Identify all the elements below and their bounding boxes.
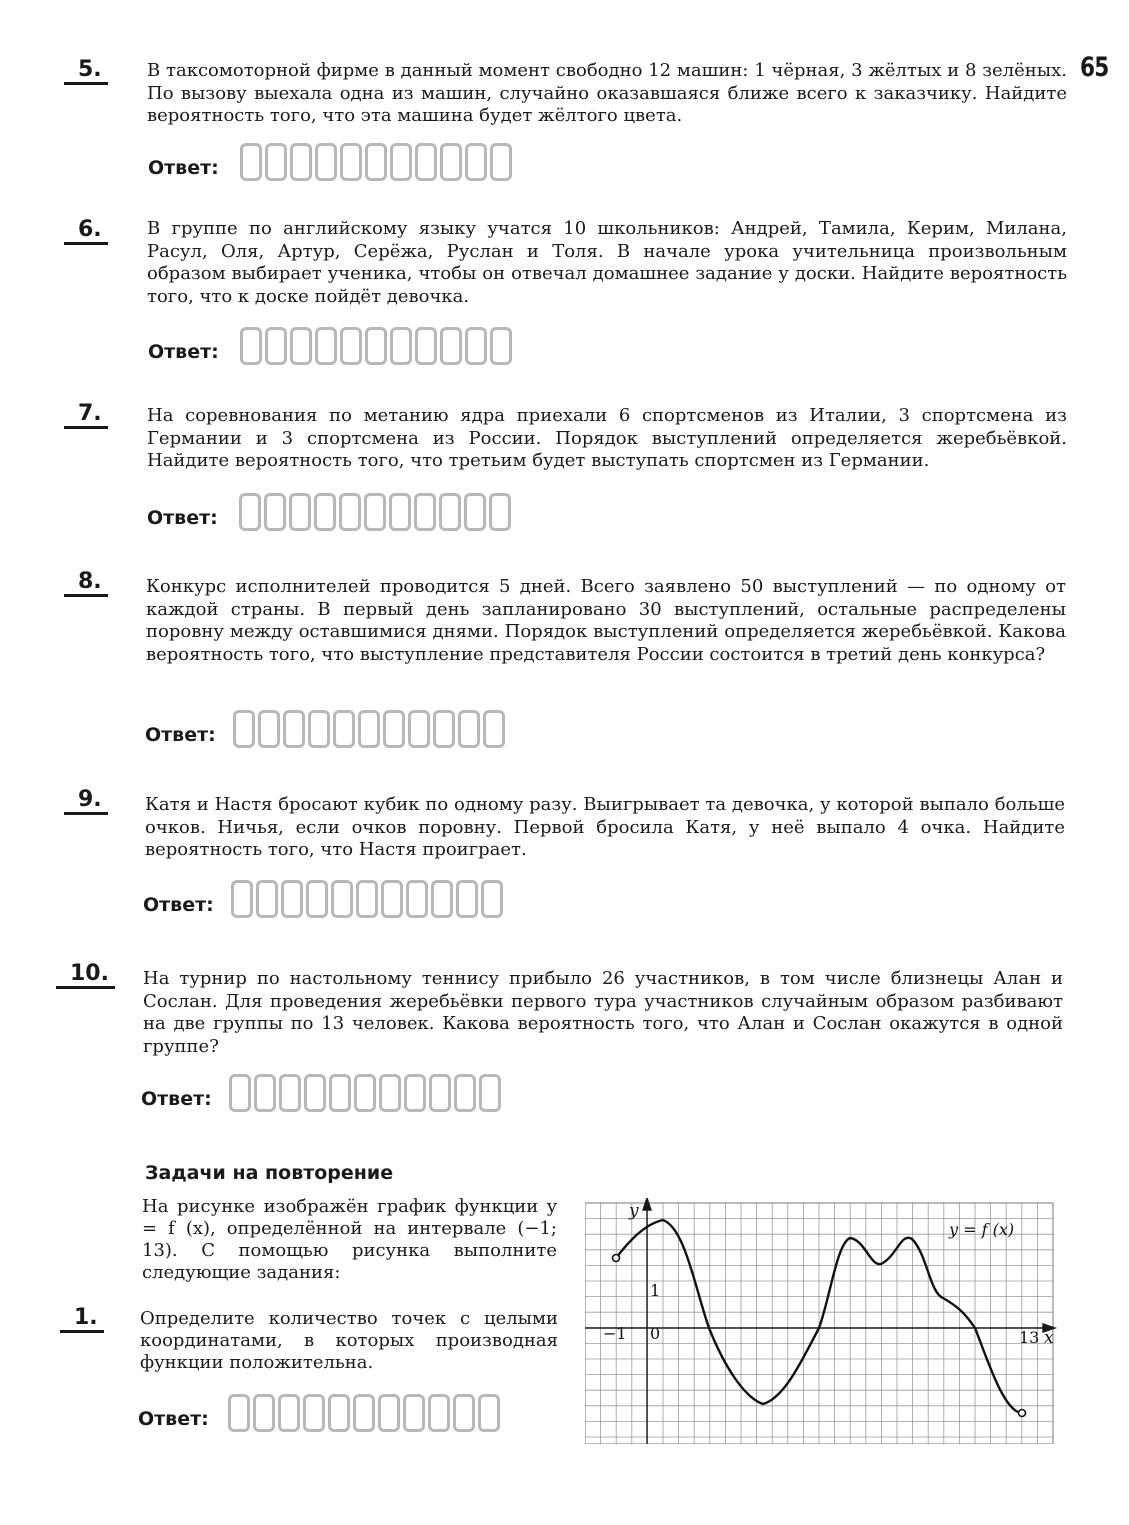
answer-cells[interactable] — [229, 1074, 504, 1112]
task-text: Катя и Настя бросают кубик по одному разу. Выигрывает та девочка, у которой выпало больше очков. Ничья, если очков поровну. Первой бросила Катя, у неё выпало 4 очка. Найдите вероятность того, что Настя проиграет. — [145, 794, 1065, 860]
answer-box[interactable] — [138, 1394, 508, 1436]
function-graph — [585, 1198, 1060, 1444]
answer-label: Ответ: — [148, 341, 219, 363]
y-tick-1: 1 — [650, 1281, 661, 1300]
origin-label: 0 — [650, 1324, 661, 1343]
task-number: 10. — [56, 962, 115, 989]
task-number: 6. — [64, 218, 108, 245]
x-tick-minus1: −1 — [603, 1324, 627, 1343]
open-endpoint-right — [1019, 1410, 1026, 1417]
task-number: 1. — [60, 1306, 104, 1333]
task-text: На соревнования по метанию ядра приехали 6 спортсменов из Италии, 3 спортсмена из Германии и 3 спортсмена из России. Порядок выступлений определяется жеребьёвкой. Найдите вероятность того, что третьим будет выступать спортсмен из Германии. — [147, 405, 1067, 471]
task-number: 8. — [64, 570, 108, 597]
answer-box[interactable] — [148, 327, 518, 369]
answer-box[interactable] — [148, 143, 518, 185]
answer-label: Ответ: — [141, 1088, 212, 1110]
task-text: В таксомоторной фирме в данный момент свободно 12 машин: 1 чёрная, 3 жёлтых и 8 зелёных. По вызову выехала одна из машин, случайно оказавшаяся ближе всего к заказчику. Найдите вероятность того, что эта машина будет жёлтого цвета. — [147, 60, 1067, 126]
answer-box[interactable] — [141, 1074, 511, 1116]
task-text: Конкурс исполнителей проводится 5 дней. Всего заявлено 50 выступлений — по одному от каждой страны. В первый день запланировано 30 выступлений, остальные распределены поровну между оставшимися днями. Порядок выступлений определяется жеребьёвкой. Какова вероятность того, что выступление представителя России состоится в третий день конкурса? — [146, 576, 1066, 665]
x-axis-label: x — [1044, 1328, 1054, 1348]
review-intro: На рисунке изображён график функции y = f (x), определённой на интервале (−1; 13). С помощью рисунка выполните следующие задания: — [142, 1196, 557, 1283]
x-tick-13: 13 — [1019, 1328, 1040, 1347]
task-text: В группе по английскому языку учатся 10 школьников: Андрей, Тамила, Керим, Милана, Расул, Оля, Артур, Серёжа, Руслан и Толя. В начале урока учительница произвольным образом выбирает ученика, чтобы он отвечал домашнее задание у доски. Найдите вероятность того, что к доске пойдёт девочка. — [147, 218, 1067, 307]
answer-label: Ответ: — [143, 894, 214, 916]
answer-cells[interactable] — [239, 493, 514, 531]
answer-cells[interactable] — [240, 143, 515, 181]
answer-cells[interactable] — [228, 1394, 503, 1432]
function-label: y = f (x) — [949, 1220, 1015, 1239]
answer-box[interactable] — [143, 880, 513, 922]
answer-box[interactable] — [145, 710, 515, 752]
answer-box[interactable] — [147, 493, 517, 535]
task-text: На турнир по настольному теннису прибыло 26 участников, в том числе близнецы Алан и Сослан. Для проведения жеребьёвки первого тура участников случайным образом разбивают на две группы по 13 человек. Какова вероятность того, что Алан и Сослан окажутся в одной группе? — [143, 968, 1063, 1057]
answer-cells[interactable] — [240, 327, 515, 365]
task-number: 9. — [64, 788, 108, 815]
task-text: Определите количество точек с целыми координатами, в которых производная функции положительна. — [140, 1308, 558, 1373]
answer-cells[interactable] — [231, 880, 506, 918]
task-number: 7. — [64, 402, 108, 429]
page-number: 65 — [1080, 52, 1109, 83]
answer-cells[interactable] — [233, 710, 508, 748]
task-number: 5. — [64, 58, 108, 85]
y-axis-label: y — [629, 1201, 639, 1221]
section-title: Задачи на повторение — [145, 1162, 394, 1184]
answer-label: Ответ: — [147, 507, 218, 529]
answer-label: Ответ: — [145, 724, 216, 746]
open-endpoint-left — [613, 1255, 620, 1262]
answer-label: Ответ: — [138, 1408, 209, 1430]
function-curve — [616, 1220, 1021, 1413]
answer-label: Ответ: — [148, 157, 219, 179]
